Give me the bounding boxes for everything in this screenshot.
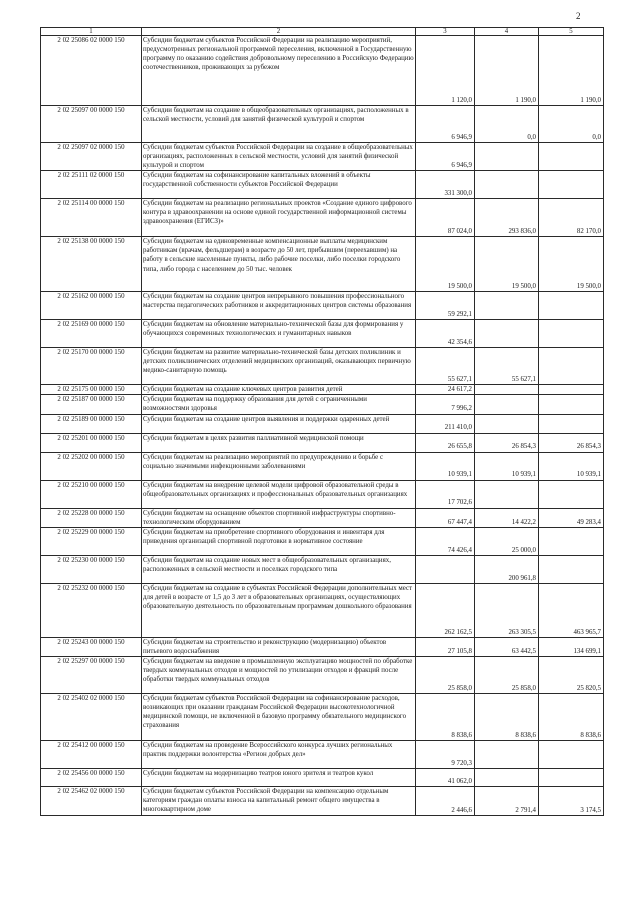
value-col5-cell: 0,0: [539, 106, 604, 143]
value-col4-cell: [475, 768, 539, 786]
value-col3-cell: 87 024,0: [416, 199, 475, 237]
value-col5-cell: 3 174,5: [539, 786, 604, 815]
value-col4-cell: 0,0: [475, 106, 539, 143]
code-cell: 2 02 25412 00 0000 150: [41, 740, 142, 768]
table-row: [41, 199, 604, 237]
value-col4-cell: [475, 171, 539, 199]
value-col5-cell: 25 820,5: [539, 656, 604, 693]
value-col3-cell: 10 939,1: [416, 452, 475, 480]
value-col5-cell: 19 500,0: [539, 237, 604, 292]
value-col3-cell: 41 062,0: [416, 768, 475, 786]
value-col3-cell: 17 702,6: [416, 480, 475, 508]
value-col5-cell: [539, 527, 604, 555]
table-row: [41, 555, 604, 583]
table-row: [41, 786, 604, 815]
code-cell: 2 02 25230 00 0000 150: [41, 555, 142, 583]
value-col3-cell: 331 300,0: [416, 171, 475, 199]
value-col5-cell: 8 838,6: [539, 693, 604, 740]
code-cell: 2 02 25111 02 0000 150: [41, 171, 142, 199]
code-cell: 2 02 25243 00 0000 150: [41, 637, 142, 656]
value-col5-cell: 134 699,1: [539, 637, 604, 656]
description-cell: Субсидии бюджетам на оснащение объектов спортивной инфраструктуры спортивно-технологическим оборудованием: [142, 508, 416, 527]
column-header-1: 1: [41, 28, 142, 36]
description-cell: Субсидии бюджетам субъектов Российской Федерации на создание в общеобразовательных организациях, расположенных в сельской местности, условий для занятий физической культурой и спортом: [142, 143, 416, 171]
description-cell: Субсидии бюджетам на софинансирование капитальных вложений в объекты государственной собственности субъектов Российской Федерации: [142, 171, 416, 199]
table-row: [41, 414, 604, 433]
value-col3-cell: 2 446,6: [416, 786, 475, 815]
table-row: [41, 36, 604, 106]
value-col5-cell: [539, 348, 604, 385]
value-col5-cell: [539, 414, 604, 433]
description-cell: Субсидии бюджетам на введение в промышленную эксплуатацию мощностей по обработке твердых коммунальных отходов и мощностей по утилизации отходов и фракций после обработки твердых коммунальных отходов: [142, 656, 416, 693]
description-cell: Субсидии бюджетам субъектов Российской Федерации на компенсацию отдельным категориям граждан оплаты взноса на капитальный ремонт общего имущества в многоквартирном доме: [142, 786, 416, 815]
description-cell: Субсидии бюджетам на внедрение целевой модели цифровой образовательной среды в общеобразовательных организациях и профессиональных образовательных организациях: [142, 480, 416, 508]
code-cell: 2 02 25202 00 0000 150: [41, 452, 142, 480]
code-cell: 2 02 25297 00 0000 150: [41, 656, 142, 693]
value-col4-cell: [475, 320, 539, 348]
code-cell: 2 02 25114 00 0000 150: [41, 199, 142, 237]
table-row: [41, 452, 604, 480]
table-row: [41, 395, 604, 414]
code-cell: 2 02 25229 00 0000 150: [41, 527, 142, 555]
table-row: [41, 583, 604, 637]
description-cell: Субсидии бюджетам на создание в субъектах Российской Федерации дополнительных мест для детей в возрасте от 1,5 до 3 лет в образовательных организациях, осуществляющих образовательную деятельность по образовательным программам дошкольного образования: [142, 583, 416, 637]
value-col4-cell: 2 791,4: [475, 786, 539, 815]
value-col4-cell: 25 858,0: [475, 656, 539, 693]
description-cell: Субсидии бюджетам на поддержку образования для детей с ограниченными возможностями здоровья: [142, 395, 416, 414]
value-col4-cell: 25 000,0: [475, 527, 539, 555]
table-row: [41, 656, 604, 693]
code-cell: 2 02 25456 00 0000 150: [41, 768, 142, 786]
value-col3-cell: 1 120,0: [416, 36, 475, 106]
value-col4-cell: 10 939,1: [475, 452, 539, 480]
description-cell: Субсидии бюджетам на создание новых мест в общеобразовательных организациях, расположенных в сельской местности и поселках городского типа: [142, 555, 416, 583]
value-col4-cell: 19 500,0: [475, 237, 539, 292]
code-cell: 2 02 25187 00 0000 150: [41, 395, 142, 414]
code-cell: 2 02 25169 00 0000 150: [41, 320, 142, 348]
value-col3-cell: 262 162,5: [416, 583, 475, 637]
value-col5-cell: [539, 292, 604, 320]
table-row: [41, 433, 604, 452]
column-header-row: [41, 28, 604, 36]
value-col3-cell: 59 292,1: [416, 292, 475, 320]
table-row: [41, 637, 604, 656]
code-cell: 2 02 25097 00 0000 150: [41, 106, 142, 143]
value-col3-cell: 26 655,8: [416, 433, 475, 452]
description-cell: Субсидии бюджетам на создание центров выявления и поддержки одаренных детей: [142, 414, 416, 433]
value-col5-cell: [539, 395, 604, 414]
table-row: [41, 106, 604, 143]
value-col4-cell: 55 627,1: [475, 348, 539, 385]
code-cell: 2 02 25228 00 0000 150: [41, 508, 142, 527]
code-cell: 2 02 25175 00 0000 150: [41, 385, 142, 395]
table-row: [41, 237, 604, 292]
table-row: [41, 768, 604, 786]
table-row: [41, 292, 604, 320]
column-header-5: 5: [539, 28, 604, 36]
code-cell: 2 02 25162 00 0000 150: [41, 292, 142, 320]
code-cell: 2 02 25210 00 0000 150: [41, 480, 142, 508]
value-col3-cell: 24 617,2: [416, 385, 475, 395]
value-col3-cell: 74 426,4: [416, 527, 475, 555]
value-col3-cell: 55 627,1: [416, 348, 475, 385]
value-col5-cell: [539, 385, 604, 395]
value-col5-cell: [539, 480, 604, 508]
value-col5-cell: [539, 768, 604, 786]
table-row: [41, 320, 604, 348]
column-header-4: 4: [475, 28, 539, 36]
value-col3-cell: 8 838,6: [416, 693, 475, 740]
description-cell: Субсидии бюджетам на модернизацию театров юного зрителя и театров кукол: [142, 768, 416, 786]
value-col3-cell: 7 996,2: [416, 395, 475, 414]
value-col5-cell: 463 965,7: [539, 583, 604, 637]
code-cell: 2 02 25402 02 0000 150: [41, 693, 142, 740]
code-cell: 2 02 25189 00 0000 150: [41, 414, 142, 433]
description-cell: Субсидии бюджетам на создание ключевых центров развития детей: [142, 385, 416, 395]
value-col5-cell: 82 170,0: [539, 199, 604, 237]
value-col5-cell: 10 939,1: [539, 452, 604, 480]
table-row: [41, 171, 604, 199]
value-col5-cell: 1 190,0: [539, 36, 604, 106]
table-row: [41, 527, 604, 555]
value-col4-cell: 63 442,5: [475, 637, 539, 656]
code-cell: 2 02 25201 00 0000 150: [41, 433, 142, 452]
table-body: [41, 36, 604, 816]
description-cell: Субсидии бюджетам на создание в общеобразовательных организациях, расположенных в сельской местности, условий для занятий физической культурой и спортом: [142, 106, 416, 143]
value-col5-cell: [539, 171, 604, 199]
table-row: [41, 693, 604, 740]
code-cell: 2 02 25462 02 0000 150: [41, 786, 142, 815]
value-col4-cell: [475, 292, 539, 320]
value-col4-cell: [475, 480, 539, 508]
budget-table: [40, 27, 604, 816]
table-row: [41, 508, 604, 527]
code-cell: 2 02 25097 02 0000 150: [41, 143, 142, 171]
value-col5-cell: [539, 740, 604, 768]
value-col5-cell: 49 283,4: [539, 508, 604, 527]
value-col4-cell: 8 838,6: [475, 693, 539, 740]
value-col3-cell: [416, 555, 475, 583]
value-col5-cell: [539, 555, 604, 583]
value-col4-cell: [475, 395, 539, 414]
table-row: [41, 740, 604, 768]
description-cell: Субсидии бюджетам субъектов Российской Федерации на реализацию мероприятий, предусмотренных региональной программой переселения, включенной в Государственную программу по оказанию содействия добровольному переселению в Российскую Федерацию соотечественников, проживающих за рубежом: [142, 36, 416, 106]
value-col4-cell: 1 190,0: [475, 36, 539, 106]
value-col5-cell: [539, 143, 604, 171]
table-row: [41, 480, 604, 508]
code-cell: 2 02 25232 00 0000 150: [41, 583, 142, 637]
description-cell: Субсидии бюджетам на проведение Всероссийского конкурса лучших региональных практик поддержки волонтерства «Регион добрых дел»: [142, 740, 416, 768]
value-col4-cell: 293 836,0: [475, 199, 539, 237]
value-col4-cell: [475, 414, 539, 433]
table-row: [41, 348, 604, 385]
table-row: [41, 385, 604, 395]
description-cell: Субсидии бюджетам в целях развития паллиативной медицинской помощи: [142, 433, 416, 452]
value-col3-cell: 211 410,0: [416, 414, 475, 433]
value-col4-cell: [475, 143, 539, 171]
description-cell: Субсидии бюджетам на реализацию региональных проектов «Создание единого цифрового контура в здравоохранении на основе единой государственной информационной системы здравоохранения (ЕГИСЗ)»: [142, 199, 416, 237]
value-col4-cell: [475, 740, 539, 768]
value-col4-cell: [475, 385, 539, 395]
value-col3-cell: 9 720,3: [416, 740, 475, 768]
value-col4-cell: 26 854,3: [475, 433, 539, 452]
value-col3-cell: 19 500,0: [416, 237, 475, 292]
page-number: 2: [576, 11, 581, 21]
column-header-3: 3: [416, 28, 475, 36]
description-cell: Субсидии бюджетам на приобретение спортивного оборудования и инвентаря для приведения организаций спортивной подготовки в нормативное состояние: [142, 527, 416, 555]
description-cell: Субсидии бюджетам на строительство и реконструкцию (модернизацию) объектов питьевого водоснабжения: [142, 637, 416, 656]
description-cell: Субсидии бюджетам субъектов Российской Федерации на софинансирование расходов, возникающих при оказании гражданам Российской Федерации высокотехнологичной медицинской помощи, не включенной в базовую программу обязательного медицинского страхования: [142, 693, 416, 740]
code-cell: 2 02 25170 00 0000 150: [41, 348, 142, 385]
description-cell: Субсидии бюджетам на реализацию мероприятий по предупреждению и борьбе с социально значимыми инфекционными заболеваниями: [142, 452, 416, 480]
description-cell: Субсидии бюджетам на единовременные компенсационные выплаты медицинским работникам (врачам, фельдшерам) в возрасте до 50 лет, прибывшим (переехавшим) на работу в сельские населенные пункты, либо рабочие поселки, либо поселки городского типа, либо города с населением до 50 тыс. человек: [142, 237, 416, 292]
value-col3-cell: 25 858,0: [416, 656, 475, 693]
value-col3-cell: 42 354,6: [416, 320, 475, 348]
value-col3-cell: 27 105,8: [416, 637, 475, 656]
value-col4-cell: 263 305,5: [475, 583, 539, 637]
code-cell: 2 02 25138 00 0000 150: [41, 237, 142, 292]
description-cell: Субсидии бюджетам на обновление материально-технической базы для формирования у обучающихся современных технологических и гуманитарных навыков: [142, 320, 416, 348]
description-cell: Субсидии бюджетам на создание центров непрерывного повышения профессионального мастерства педагогических работников и аккредитационных центров системы образования: [142, 292, 416, 320]
value-col3-cell: 6 946,9: [416, 106, 475, 143]
code-cell: 2 02 25086 02 0000 150: [41, 36, 142, 106]
table-row: [41, 143, 604, 171]
value-col3-cell: 6 946,9: [416, 143, 475, 171]
value-col5-cell: [539, 320, 604, 348]
value-col4-cell: 200 961,8: [475, 555, 539, 583]
description-cell: Субсидии бюджетам на развитие материально-технической базы детских поликлиник и детских поликлинических отделений медицинских организаций, оказывающих первичную медико-санитарную помощь: [142, 348, 416, 385]
column-header-2: 2: [142, 28, 416, 36]
value-col4-cell: 14 422,2: [475, 508, 539, 527]
value-col3-cell: 67 447,4: [416, 508, 475, 527]
value-col5-cell: 26 854,3: [539, 433, 604, 452]
